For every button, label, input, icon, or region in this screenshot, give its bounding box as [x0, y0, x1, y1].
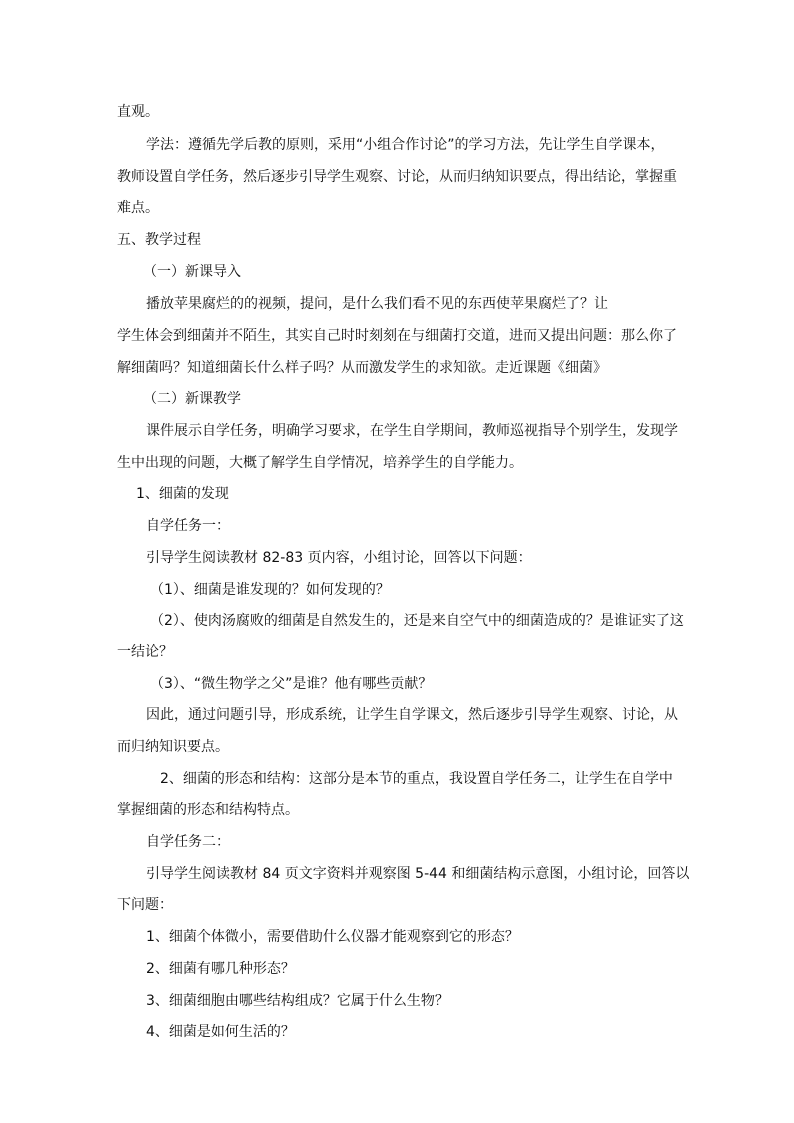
subsection-heading: （一）新课导入: [143, 264, 241, 280]
text-line: 解细菌吗？知道细菌长什么样子吗？从而激发学生的求知欲。走近课题《细菌》: [117, 360, 607, 376]
text-line: 掌握细菌的形态和结构特点。: [117, 802, 299, 818]
text-line: 自学任务二：: [146, 834, 230, 850]
text-line: 生中出现的问题，大概了解学生自学情况，培养学生的自学能力。: [117, 455, 523, 471]
text-line: 播放苹果腐烂的的视频，提问，是什么我们看不见的东西使苹果腐烂了？让: [146, 296, 608, 312]
text-line: 2、细菌的形态和结构：这部分是本节的重点，我设置自学任务二，让学生在自学中: [160, 771, 673, 787]
text-line: 一结论？: [117, 644, 173, 660]
text-line: 因此，通过问题引导，形成系统，让学生自学课文，然后逐步引导学生观察、讨论，从: [146, 707, 678, 723]
text-line: 引导学生阅读教材 82-83 页内容，小组讨论，回答以下问题：: [146, 550, 532, 566]
text-line: 学法：遵循先学后教的原则，采用“小组合作讨论”的学习方法，先让学生自学课本，: [146, 137, 665, 153]
text-line: 下问题：: [117, 897, 173, 913]
section-heading: 五、教学过程: [117, 232, 201, 248]
text-line: 教师设置自学任务，然后逐步引导学生观察、讨论，从而归纳知识要点，得出结论，掌握重: [117, 169, 677, 185]
question-item: （2）、使肉汤腐败的细菌是自然发生的，还是来自空气中的细菌造成的？是谁证实了这: [150, 613, 684, 629]
text-line: 课件展示自学任务，明确学习要求，在学生自学期间，教师巡视指导个别学生，发现学: [146, 423, 678, 439]
question-item: （3）、“微生物学之父”是谁？他有哪些贡献？: [150, 676, 433, 692]
text-line: 难点。: [117, 200, 159, 216]
text-line: 而归纳知识要点。: [117, 739, 229, 755]
text-line: 直观。: [117, 104, 159, 120]
subsection-heading: （二）新课教学: [143, 391, 241, 407]
question-item: 3、细菌细胞由哪些结构组成？它属于什么生物？: [146, 993, 449, 1009]
question-item: （1）、细菌是谁发现的？如何发现的？: [150, 582, 390, 598]
question-item: 1、细菌个体微小，需要借助什么仪器才能观察到它的形态？: [146, 929, 519, 945]
question-item: 4、细菌是如何生活的？: [146, 1024, 295, 1040]
text-line: 学生体会到细菌并不陌生，其实自己时时刻刻在与细菌打交道，进而又提出问题：那么你了: [117, 328, 677, 344]
question-item: 2、细菌有哪几种形态？: [146, 961, 295, 977]
text-line: 引导学生阅读教材 84 页文字资料并观察图 5-44 和细菌结构示意图，小组讨论，回答以: [146, 866, 690, 882]
text-line: 自学任务一：: [146, 518, 230, 534]
subsection-heading: 1、细菌的发现: [136, 486, 229, 502]
